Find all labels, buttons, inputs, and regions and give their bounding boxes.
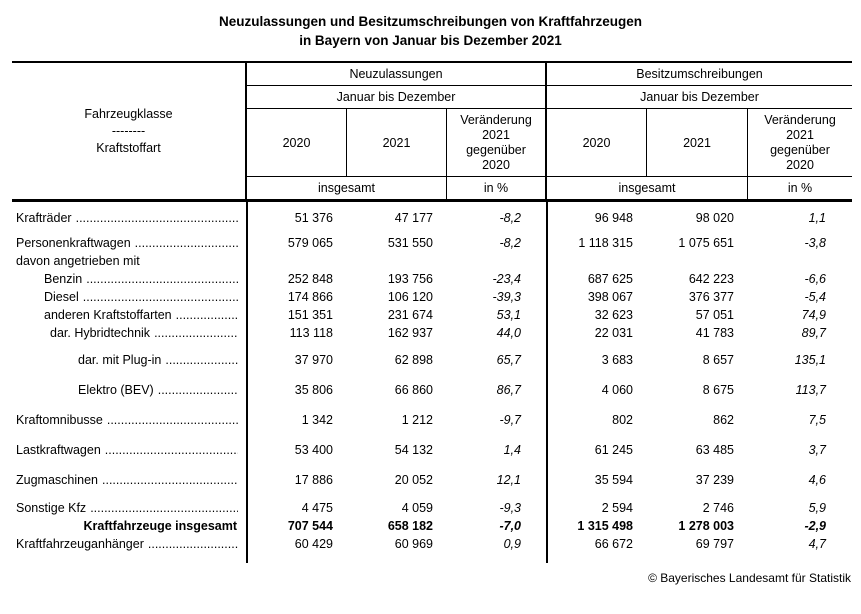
col-header-bu-2020: 2020 bbox=[547, 109, 647, 177]
cell-bu-percent: 89,7 bbox=[801, 326, 826, 340]
table-row bbox=[12, 252, 852, 270]
cell-nz-percent: 53,1 bbox=[496, 308, 521, 322]
row-label: Kraftomnibusse bbox=[16, 413, 103, 427]
section-divider-line bbox=[546, 202, 548, 563]
table-header bbox=[12, 61, 852, 202]
cell-bu-2021: 57 051 bbox=[695, 308, 734, 322]
table-row bbox=[12, 270, 852, 288]
cell-bu-2020: 32 623 bbox=[594, 308, 633, 322]
row-label: Kraftfahrzeuganhänger bbox=[16, 537, 144, 551]
cell-nz-percent: -9,3 bbox=[499, 501, 521, 515]
row-header-line-3: Kraftstoffart bbox=[96, 140, 161, 155]
cell-bu-2020: 22 031 bbox=[594, 326, 633, 340]
cell-bu-2021 bbox=[647, 252, 748, 270]
dot-leader bbox=[165, 351, 238, 369]
cell-bu-2021: 69 797 bbox=[695, 537, 734, 551]
dot-leader bbox=[83, 288, 238, 306]
cell-bu-2020: 802 bbox=[612, 413, 633, 427]
cell-bu-2020: 1 315 498 bbox=[577, 519, 633, 533]
row-label-cell bbox=[12, 234, 247, 252]
cell-bu-2021: 63 485 bbox=[695, 443, 734, 457]
cell-nz-percent: 44,0 bbox=[496, 326, 521, 340]
subheader-nz-insgesamt: insgesamt bbox=[247, 177, 447, 199]
cell-bu-2020: 2 594 bbox=[601, 501, 633, 515]
copyright-note: © Bayerisches Landesamt für Statistik bbox=[648, 571, 851, 585]
col-header-bu-change bbox=[748, 109, 852, 177]
cell-bu-percent: 135,1 bbox=[794, 353, 826, 367]
cell-bu-2021: 37 239 bbox=[695, 473, 734, 487]
cell-nz-2021: 4 059 bbox=[401, 501, 433, 515]
section-title-besitzumschreibungen: Besitzumschreibungen bbox=[547, 63, 852, 86]
row-label: Krafträder bbox=[16, 211, 72, 225]
cell-nz-percent: 86,7 bbox=[496, 383, 521, 397]
row-label-cell bbox=[12, 252, 247, 270]
row-label-cell bbox=[12, 306, 247, 324]
row-header-divider: -------- bbox=[111, 123, 146, 138]
cell-nz-2021 bbox=[347, 252, 447, 270]
row-header-line-1: Fahrzeugklasse bbox=[84, 106, 173, 121]
row-label: Diesel bbox=[44, 290, 79, 304]
cell-nz-2020: 252 848 bbox=[287, 272, 333, 286]
cell-bu-percent: -6,6 bbox=[804, 272, 826, 286]
cell-nz-2020 bbox=[247, 252, 347, 270]
col-header-nz-change bbox=[447, 109, 547, 177]
cell-nz-2020: 1 342 bbox=[301, 413, 333, 427]
row-label: dar. Hybridtechnik bbox=[50, 326, 151, 340]
statistics-table bbox=[12, 61, 852, 563]
cell-nz-percent: -7,0 bbox=[499, 519, 521, 533]
cell-nz-percent: -39,3 bbox=[492, 290, 521, 304]
table-row bbox=[12, 499, 852, 517]
cell-bu-2020: 687 625 bbox=[587, 272, 633, 286]
cell-bu-2021: 376 377 bbox=[688, 290, 734, 304]
cell-nz-percent: 65,7 bbox=[496, 353, 521, 367]
cell-nz-2020: 4 475 bbox=[301, 501, 333, 515]
dot-leader bbox=[107, 411, 238, 429]
cell-bu-2021: 8 675 bbox=[702, 383, 734, 397]
title-line-1: Neuzulassungen und Besitzumschreibungen von Kraftfahrzeugen bbox=[218, 14, 643, 29]
table-body bbox=[12, 202, 852, 563]
cell-nz-percent: -8,2 bbox=[499, 236, 521, 250]
col-header-bu-change-text: Veränderung 2021 gegenüber 2020 bbox=[764, 112, 836, 172]
cell-bu-2021: 2 746 bbox=[702, 501, 734, 515]
cell-bu-2021: 862 bbox=[713, 413, 734, 427]
cell-nz-2020: 35 806 bbox=[294, 383, 333, 397]
cell-nz-2021: 162 937 bbox=[387, 326, 433, 340]
page-title bbox=[0, 12, 861, 50]
row-label-cell bbox=[12, 381, 247, 399]
row-label-cell bbox=[12, 411, 247, 429]
dot-leader bbox=[176, 306, 238, 324]
cell-nz-2021: 531 550 bbox=[387, 236, 433, 250]
row-label: dar. mit Plug-in bbox=[78, 353, 162, 367]
row-label: Zugmaschinen bbox=[16, 473, 98, 487]
table-row bbox=[12, 306, 852, 324]
row-label-cell bbox=[12, 288, 247, 306]
section-title-neuzulassungen: Neuzulassungen bbox=[247, 63, 547, 86]
period-besitzumschreibungen: Januar bis Dezember bbox=[547, 86, 852, 109]
cell-bu-2021: 41 783 bbox=[695, 326, 734, 340]
cell-bu-2020: 61 245 bbox=[594, 443, 633, 457]
row-label-cell bbox=[12, 471, 247, 489]
dot-leader bbox=[158, 381, 238, 399]
row-header-cell bbox=[12, 63, 247, 199]
row-label: Sonstige Kfz bbox=[16, 501, 87, 515]
table-row bbox=[12, 381, 852, 399]
row-label-cell bbox=[12, 209, 247, 227]
cell-bu-percent: 5,9 bbox=[808, 501, 826, 515]
cell-bu-percent: 4,6 bbox=[808, 473, 826, 487]
row-label-cell bbox=[12, 324, 247, 342]
cell-nz-2020: 51 376 bbox=[294, 211, 333, 225]
cell-nz-2021: 54 132 bbox=[394, 443, 433, 457]
cell-bu-percent: 113,7 bbox=[795, 383, 826, 397]
cell-bu-2020: 96 948 bbox=[594, 211, 633, 225]
cell-bu-percent: -3,8 bbox=[804, 236, 826, 250]
cell-nz-2020: 60 429 bbox=[294, 537, 333, 551]
dot-leader bbox=[154, 324, 238, 342]
cell-bu-2021: 642 223 bbox=[688, 272, 734, 286]
table-row bbox=[12, 351, 852, 369]
cell-bu-percent: 4,7 bbox=[808, 537, 826, 551]
cell-nz-2020: 707 544 bbox=[287, 519, 333, 533]
table-row bbox=[12, 441, 852, 459]
table-row bbox=[12, 535, 852, 553]
cell-bu-2020: 4 060 bbox=[601, 383, 633, 397]
dot-leader bbox=[90, 499, 238, 517]
col-header-nz-2020: 2020 bbox=[247, 109, 347, 177]
cell-nz-percent: -23,4 bbox=[492, 272, 521, 286]
col-header-nz-change-text: Veränderung 2021 gegenüber 2020 bbox=[460, 112, 532, 172]
cell-bu-2020: 3 683 bbox=[601, 353, 633, 367]
cell-bu-2021: 98 020 bbox=[695, 211, 734, 225]
cell-nz-percent: 0,9 bbox=[503, 537, 521, 551]
row-label: davon angetrieben mit bbox=[16, 254, 140, 268]
cell-bu-2020: 35 594 bbox=[594, 473, 633, 487]
cell-bu-2020: 1 118 315 bbox=[578, 236, 633, 250]
cell-bu-percent: 3,7 bbox=[808, 443, 826, 457]
cell-nz-2021: 66 860 bbox=[394, 383, 433, 397]
cell-nz-2020: 174 866 bbox=[287, 290, 333, 304]
row-label-cell bbox=[12, 351, 247, 369]
col-header-bu-2021: 2021 bbox=[647, 109, 748, 177]
cell-nz-2020: 37 970 bbox=[294, 353, 333, 367]
cell-nz-2021: 106 120 bbox=[387, 290, 433, 304]
cell-nz-percent: -9,7 bbox=[499, 413, 521, 427]
cell-bu-2021: 8 657 bbox=[702, 353, 734, 367]
row-label: Lastkraftwagen bbox=[16, 443, 101, 457]
row-label: Personenkraftwagen bbox=[16, 236, 131, 250]
table-row bbox=[12, 209, 852, 227]
cell-nz-2020: 53 400 bbox=[294, 443, 333, 457]
cell-nz-2021: 60 969 bbox=[394, 537, 433, 551]
cell-bu-percent: 7,5 bbox=[808, 413, 826, 427]
row-label-cell bbox=[12, 270, 247, 288]
dot-leader bbox=[105, 441, 238, 459]
dot-leader bbox=[86, 270, 238, 288]
row-label-cell bbox=[12, 517, 247, 535]
cell-bu-2020: 398 067 bbox=[587, 290, 633, 304]
dot-leader bbox=[76, 209, 238, 227]
cell-bu-percent: 1,1 bbox=[808, 211, 826, 225]
cell-bu-2021: 1 075 651 bbox=[678, 236, 734, 250]
cell-nz-2021: 193 756 bbox=[387, 272, 433, 286]
column-divider-line bbox=[246, 202, 248, 563]
period-neuzulassungen: Januar bis Dezember bbox=[247, 86, 547, 109]
col-header-nz-2021: 2021 bbox=[347, 109, 447, 177]
cell-nz-2021: 231 674 bbox=[387, 308, 433, 322]
cell-nz-2021: 20 052 bbox=[394, 473, 433, 487]
subheader-bu-in-percent: in % bbox=[787, 181, 813, 195]
table-row bbox=[12, 234, 852, 252]
subheader-nz-in-percent: in % bbox=[447, 177, 547, 199]
cell-bu-percent: -2,9 bbox=[804, 519, 826, 533]
row-label: Benzin bbox=[44, 272, 83, 286]
cell-nz-2020: 17 886 bbox=[294, 473, 333, 487]
cell-bu-2020 bbox=[547, 252, 647, 270]
cell-nz-2021: 62 898 bbox=[394, 353, 433, 367]
cell-nz-2020: 113 118 bbox=[289, 326, 333, 340]
cell-bu-percent: 74,9 bbox=[801, 308, 826, 322]
dot-leader bbox=[102, 471, 238, 489]
table-row bbox=[12, 411, 852, 429]
cell-nz-2021: 47 177 bbox=[394, 211, 433, 225]
dot-leader bbox=[135, 234, 238, 252]
cell-nz-percent: -8,2 bbox=[499, 211, 521, 225]
cell-nz-2020: 579 065 bbox=[287, 236, 333, 250]
cell-nz-2020: 151 351 bbox=[287, 308, 333, 322]
cell-nz-percent: 1,4 bbox=[503, 443, 521, 457]
cell-bu-percent: -5,4 bbox=[804, 290, 826, 304]
row-label-cell bbox=[12, 535, 247, 553]
table-row bbox=[12, 471, 852, 489]
table-row bbox=[12, 324, 852, 342]
dot-leader bbox=[148, 535, 238, 553]
cell-bu-2020: 66 672 bbox=[594, 537, 633, 551]
subheader-bu-insgesamt: insgesamt bbox=[547, 177, 748, 199]
cell-nz-2021: 658 182 bbox=[387, 519, 433, 533]
title-line-2: in Bayern von Januar bis Dezember 2021 bbox=[299, 33, 562, 48]
row-label: Kraftfahrzeuge insgesamt bbox=[83, 519, 237, 533]
row-label: anderen Kraftstoffarten bbox=[44, 308, 172, 322]
row-label-cell bbox=[12, 441, 247, 459]
cell-nz-2021: 1 212 bbox=[401, 413, 433, 427]
cell-nz-percent: 12,1 bbox=[496, 473, 521, 487]
table-row bbox=[12, 288, 852, 306]
row-label: Elektro (BEV) bbox=[78, 383, 154, 397]
cell-bu-2021: 1 278 003 bbox=[678, 519, 734, 533]
table-row bbox=[12, 517, 852, 535]
cell-nz-percent bbox=[447, 252, 547, 270]
cell-bu-percent bbox=[748, 252, 852, 270]
row-label-cell bbox=[12, 499, 247, 517]
